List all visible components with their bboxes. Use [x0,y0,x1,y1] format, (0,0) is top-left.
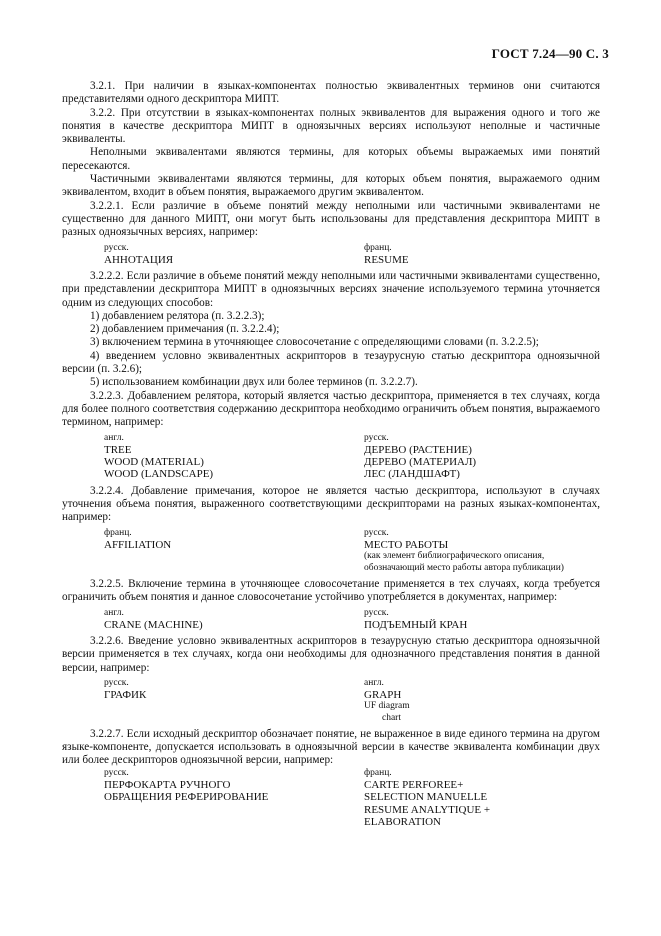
example-block-3 [104,528,600,574]
example-term: GRAPH [364,688,402,701]
list-item: 5) использованием комбинации двух или более терминов (п. 3.2.2.7). [90,376,418,389]
language-label: франц. [104,527,132,538]
example-term: CRANE (MACHINE) [104,618,203,631]
example-term: AFFILIATION [104,538,172,551]
example-term: WOOD (MATERIAL) [104,455,204,468]
language-label: англ. [104,432,124,443]
example-term: ПОДЪЕМНЫЙ КРАН [364,618,468,631]
paragraph-3-2-2-7: 3.2.2.7. Если исходный дескриптор обозначает понятие, не выраженное в виде единого термина на другом языке-компоненте, допускается использовать в одноязычной версии в качестве эквивалента комбинации двух или более дескрипторов одноязычной версии, например: [62,727,600,767]
paragraph-partial-equivalents: Частичными эквивалентами являются термины, для которых объем понятия, выражаемого одним эквивалентом, входит в объем понятия, выражаемого другим эквивалентом. [62,173,600,199]
language-label: англ. [104,607,124,618]
language-label: русск. [364,607,389,618]
paragraph-3-2-2-6: 3.2.2.6. Введение условно эквивалентных аскрипторов в тезаурусную статью дескриптора одноязычной версии применяется в тех случаях, когда они необходимы для однозначного представления понятия в данной версии, например: [62,635,600,674]
example-term: ДЕРЕВО (РАСТЕНИЕ) [364,443,472,456]
example-term: RESUME [364,253,409,266]
example-block-6 [104,768,600,829]
page-header: ГОСТ 7.24—90 С. 3 [491,46,609,61]
example-term: ELABORATION [364,815,441,828]
paragraph-3-2-2-3: 3.2.2.3. Добавлением релятора, который является частью дескриптора, применяется в тех случаях, когда для более полного соответствия содержанию дескриптора необходимо ограничить объем понятия, выражаемого термином, например: [62,389,600,429]
example-term: ПЕРФОКАРТА РУЧНОГО [104,778,231,791]
used-for-term: UF diagram [364,701,410,712]
language-label: франц. [364,767,392,778]
example-note: (как элемент библиографического описания, [364,551,545,562]
example-term: ГРАФИК [104,688,147,701]
paragraph-3-2-2-2: 3.2.2.2. Если различие в объеме понятий между неполными или частичными эквивалентами существенно, при представлении дескриптора МИПТ в одноязычных версиях значение используемого термина уточняется одним из следующих способов: [62,269,600,309]
list-item: 2) добавлением примечания (п. 3.2.2.4); [90,323,280,336]
example-term: АННОТАЦИЯ [104,253,174,266]
list-item: 4) введением условно эквивалентных аскрипторов в тезаурусную статью дескриптора одноязычной версии (п. 3.2.6); [62,349,600,376]
example-term: CARTE PERFOREE+ [364,778,464,791]
language-label: русск. [104,677,129,688]
example-term: ЛЕС (ЛАНДШАФТ) [364,468,460,481]
example-block-1 [104,243,600,266]
document-body [62,80,600,832]
language-label: русск. [364,527,389,538]
example-term: МЕСТО РАБОТЫ [364,538,449,551]
example-block-5 [104,678,600,724]
example-block-2 [104,433,600,481]
language-label: русск. [104,242,129,253]
method-list [62,310,600,390]
list-item: 3) включением термина в уточняющее словосочетание с определяющими словами (п. 3.2.2.5); [90,336,539,349]
paragraph-3-2-2-1: 3.2.2.1. Если различие в объеме понятий между неполными или частичными эквивалентами не существенно для данного МИПТ, они могут быть использованы для представления дескриптора МИПТ в разных одноязычных версиях, например: [62,199,600,239]
example-term: WOOD (LANDSCAPE) [104,468,214,481]
paragraph-3-2-1: 3.2.1. При наличии в языках-компонентах полностью эквивалентных терминов они считаются представителями одного дескриптора МИПТ. [62,80,600,106]
paragraph-3-2-2: 3.2.2. При отсутствии в языках-компонентах полных эквивалентов для выражения одного и того же понятия в качестве дескриптора МИПТ в одноязычных версиях используют неполные и частичные эквиваленты. [62,106,600,146]
language-label: англ. [364,677,384,688]
example-term: TREE [104,443,132,456]
language-label: франц. [364,242,392,253]
paragraph-3-2-2-4: 3.2.2.4. Добавление примечания, которое не является частью дескриптора, используют в случаях уточнения объема понятия, выраженного соответствующими дескрипторами на разных языках-компонентах, например: [62,484,600,524]
language-label: русск. [104,767,129,778]
language-label: русск. [364,432,389,443]
example-note: обозначающий место работы автора публикации) [364,562,564,573]
used-for-term: chart [382,712,401,723]
example-term: ДЕРЕВО (МАТЕРИАЛ) [364,455,477,468]
example-block-4 [104,608,600,631]
list-item: 1) добавлением релятора (п. 3.2.2.3); [90,309,265,322]
example-term: SELECTION MANUELLE [364,791,488,804]
paragraph-incomplete-equivalents: Неполными эквивалентами являются термины, для которых объемы выражаемых ими понятий пересекаются. [62,146,600,172]
paragraph-3-2-2-5: 3.2.2.5. Включение термина в уточняющее словосочетание применяется в тех случаях, когда требуется ограничить объем понятия и данное словосочетание устойчиво употребляется в документах, например: [62,578,600,604]
example-term: ОБРАЩЕНИЯ РЕФЕРИРОВАНИЕ [104,791,269,804]
example-term: RESUME ANALYTIQUE + [364,803,491,816]
